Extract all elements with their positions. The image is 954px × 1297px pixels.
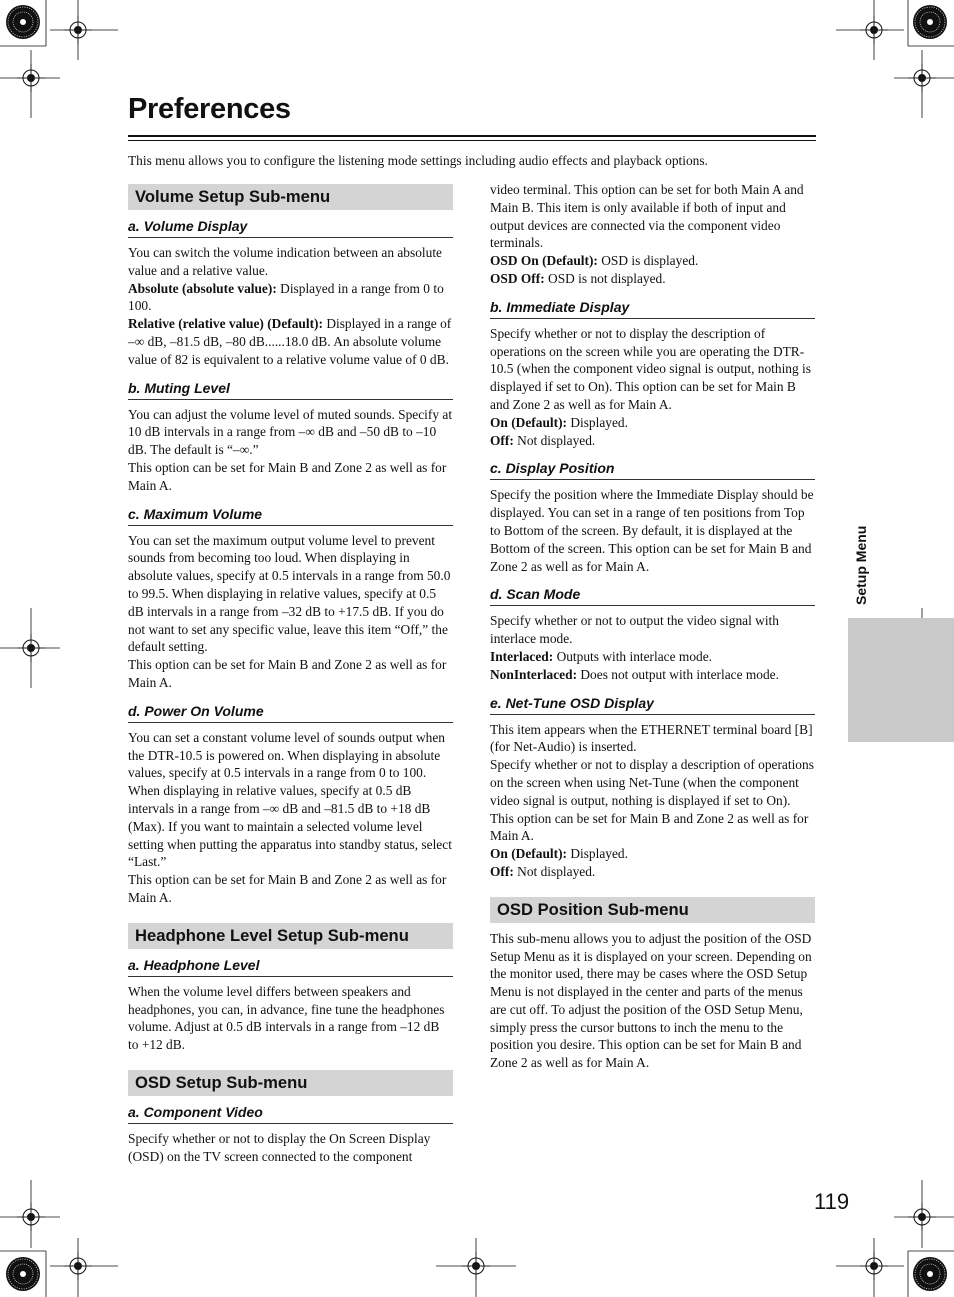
absolute-label: Absolute (absolute value): bbox=[128, 280, 277, 296]
immediate-on-option bbox=[490, 414, 815, 432]
display-position-text: Specify the position where the Immediate Display should be displayed. You can set in a range of ten positions from Top to Bottom of the screen. By default, it is displayed at the Bottom of the screen. This option can be set for Main B and Zone 2 as well as for Main A. bbox=[490, 487, 814, 574]
page-number: 119 bbox=[814, 1189, 850, 1214]
absolute-text: Displayed in a range from 0 to 100. bbox=[128, 280, 444, 314]
osd-position-text: This sub-menu allows you to adjust the position of the OSD Setup Menu as it is displayed on your screen. Depending on the monitor used, there may be cases where the OSD Setup Menu is not displayed in the center and parts of the menus are cut off. To adjust the position of the OSD Setup Menu, simply press the cursor buttons to inch the menu to the position you desire. This option can be set for Main B and Zone 2 as well as for Main A. bbox=[490, 930, 812, 1071]
component-video-text-continued: video terminal. This option can be set for both Main A and Main B. This item is only available if both of input and output devices are connected via the component video terminals. bbox=[490, 182, 804, 251]
noninterlaced-text: Does not output with interlace mode. bbox=[577, 666, 779, 682]
subheading-volume-display: a. Volume Display bbox=[128, 217, 453, 238]
title-rule bbox=[128, 140, 816, 141]
section-tab-marker bbox=[848, 618, 954, 742]
on-text: Displayed. bbox=[566, 414, 628, 430]
maximum-volume-text: You can set the maximum output volume level to prevent sounds from becoming too loud. When displaying in absolute values, specify at 0.5 intervals in a range from 50.0 to 99.5. When displaying in relative values, specify at 0.5 dB intervals in a range from –32 dB to +17.5 dB. If you do not want to set any specific value, leave this item “Off,” the default setting. bbox=[128, 532, 451, 655]
starburst-mark-icon bbox=[6, 5, 40, 39]
left-column bbox=[128, 184, 453, 1165]
muting-level-note: This option can be set for Main B and Zone 2 as well as for Main A. bbox=[128, 459, 447, 493]
section-heading-headphone-setup: Headphone Level Setup Sub-menu bbox=[128, 923, 453, 949]
subheading-immediate-display: b. Immediate Display bbox=[490, 298, 815, 319]
relative-text: Displayed in a range of –∞ dB, –81.5 dB, –80 dB......18.0 dB. An absolute volume value of 82 is equivalent to a relative volume value of 0 dB. bbox=[128, 316, 452, 367]
subheading-scan-mode: d. Scan Mode bbox=[490, 585, 815, 606]
starburst-mark-icon bbox=[913, 5, 947, 39]
starburst-mark-icon bbox=[913, 1257, 947, 1291]
subheading-muting-level: b. Muting Level bbox=[128, 379, 453, 400]
osd-off-label: OSD Off: bbox=[490, 270, 545, 286]
subheading-maximum-volume: c. Maximum Volume bbox=[128, 505, 453, 526]
noninterlaced-option bbox=[490, 666, 815, 684]
osd-off-option bbox=[490, 270, 815, 288]
on-label: On (Default): bbox=[490, 414, 567, 430]
starburst-mark-icon bbox=[6, 1257, 40, 1291]
off-label: Off: bbox=[490, 432, 514, 448]
interlaced-label: Interlaced: bbox=[490, 648, 554, 664]
on-label: On (Default): bbox=[490, 846, 567, 862]
muting-level-text: You can adjust the volume level of muted sounds. Specify at 10 dB intervals in a range from –∞ dB and –50 dB to –10 dB. The default is “–∞.” bbox=[128, 406, 453, 458]
scan-mode-text: Specify whether or not to output the video signal with interlace mode. bbox=[490, 613, 779, 647]
volume-display-text: You can switch the volume indication between an absolute value and a relative value. bbox=[128, 245, 442, 278]
component-video-text: Specify whether or not to display the On Screen Display (OSD) on the TV screen connected to the component bbox=[128, 1130, 431, 1164]
noninterlaced-label: NonInterlaced: bbox=[490, 666, 578, 682]
setup-menu-tab-label: Setup Menu bbox=[853, 525, 869, 605]
subheading-headphone-level: a. Headphone Level bbox=[128, 956, 453, 977]
osd-on-option bbox=[490, 252, 815, 270]
maximum-volume-note: This option can be set for Main B and Zone 2 as well as for Main A. bbox=[128, 657, 447, 690]
section-heading-volume-setup: Volume Setup Sub-menu bbox=[128, 184, 453, 210]
net-tune-text-2: Specify whether or not to display a description of operations on the screen when using Net-Tune (when the component video signal is output, nothing is displayed if set to On). This option can be set for Main B and Zone 2 as well as for Main A. bbox=[490, 757, 814, 844]
osd-on-text: OSD is displayed. bbox=[597, 253, 699, 269]
off-text: Not displayed. bbox=[513, 863, 596, 879]
right-column bbox=[490, 181, 815, 1072]
subheading-component-video: a. Component Video bbox=[128, 1103, 453, 1124]
headphone-level-text: When the volume level differs between speakers and headphones, you can, in advance, fine tune the headphones volume. Adjust at 0.5 dB intervals in a range from –12 dB to +12 dB. bbox=[128, 983, 445, 1053]
power-on-volume-note: This option can be set for Main B and Zone 2 as well as for Main A. bbox=[128, 872, 447, 905]
osd-on-label: OSD On (Default): bbox=[490, 253, 598, 269]
interlaced-text: Outputs with interlace mode. bbox=[553, 648, 713, 664]
subheading-net-tune-osd-display: e. Net-Tune OSD Display bbox=[490, 694, 815, 715]
volume-display-absolute bbox=[128, 280, 453, 316]
net-tune-off-option bbox=[490, 863, 815, 881]
section-heading-osd-setup: OSD Setup Sub-menu bbox=[128, 1070, 453, 1096]
page-title: Preferences bbox=[128, 93, 291, 125]
net-tune-text: This item appears when the ETHERNET terminal board [B] (for Net-Audio) is inserted. bbox=[490, 721, 813, 755]
immediate-off-option bbox=[490, 432, 815, 450]
subheading-power-on-volume: d. Power On Volume bbox=[128, 702, 453, 723]
power-on-volume-text: You can set a constant volume level of sounds output when the DTR-10.5 is powered on. When displaying in absolute values, specify at 0.5 intervals in a range from 0 to 100. When displaying in relative values, specify at 0.5 dB intervals in a range from –∞ dB and –81.5 dB to +18 dB (Max). If you want to maintain a selected volume level setting when putting the apparatus into standby status, select “Last.” bbox=[128, 729, 452, 870]
section-heading-osd-position: OSD Position Sub-menu bbox=[490, 897, 815, 923]
off-text: Not displayed. bbox=[513, 432, 596, 448]
relative-label: Relative (relative value) (Default): bbox=[128, 316, 323, 332]
volume-display-relative bbox=[128, 315, 453, 368]
intro-text: This menu allows you to configure the listening mode settings including audio effects and playback options. bbox=[128, 153, 708, 168]
off-label: Off: bbox=[490, 863, 514, 879]
subheading-display-position: c. Display Position bbox=[490, 459, 815, 480]
osd-off-text: OSD is not displayed. bbox=[544, 270, 666, 286]
title-rule bbox=[128, 135, 816, 137]
on-text: Displayed. bbox=[566, 846, 628, 862]
immediate-display-text: Specify whether or not to display the description of operations on the screen while you are operating the DTR-10.5 (when the component video signal is output, nothing is displayed if set to On). This option can be set for Main B and Zone 2 as well as for Main A. bbox=[490, 325, 811, 412]
interlaced-option bbox=[490, 648, 815, 666]
net-tune-on-option bbox=[490, 845, 815, 863]
